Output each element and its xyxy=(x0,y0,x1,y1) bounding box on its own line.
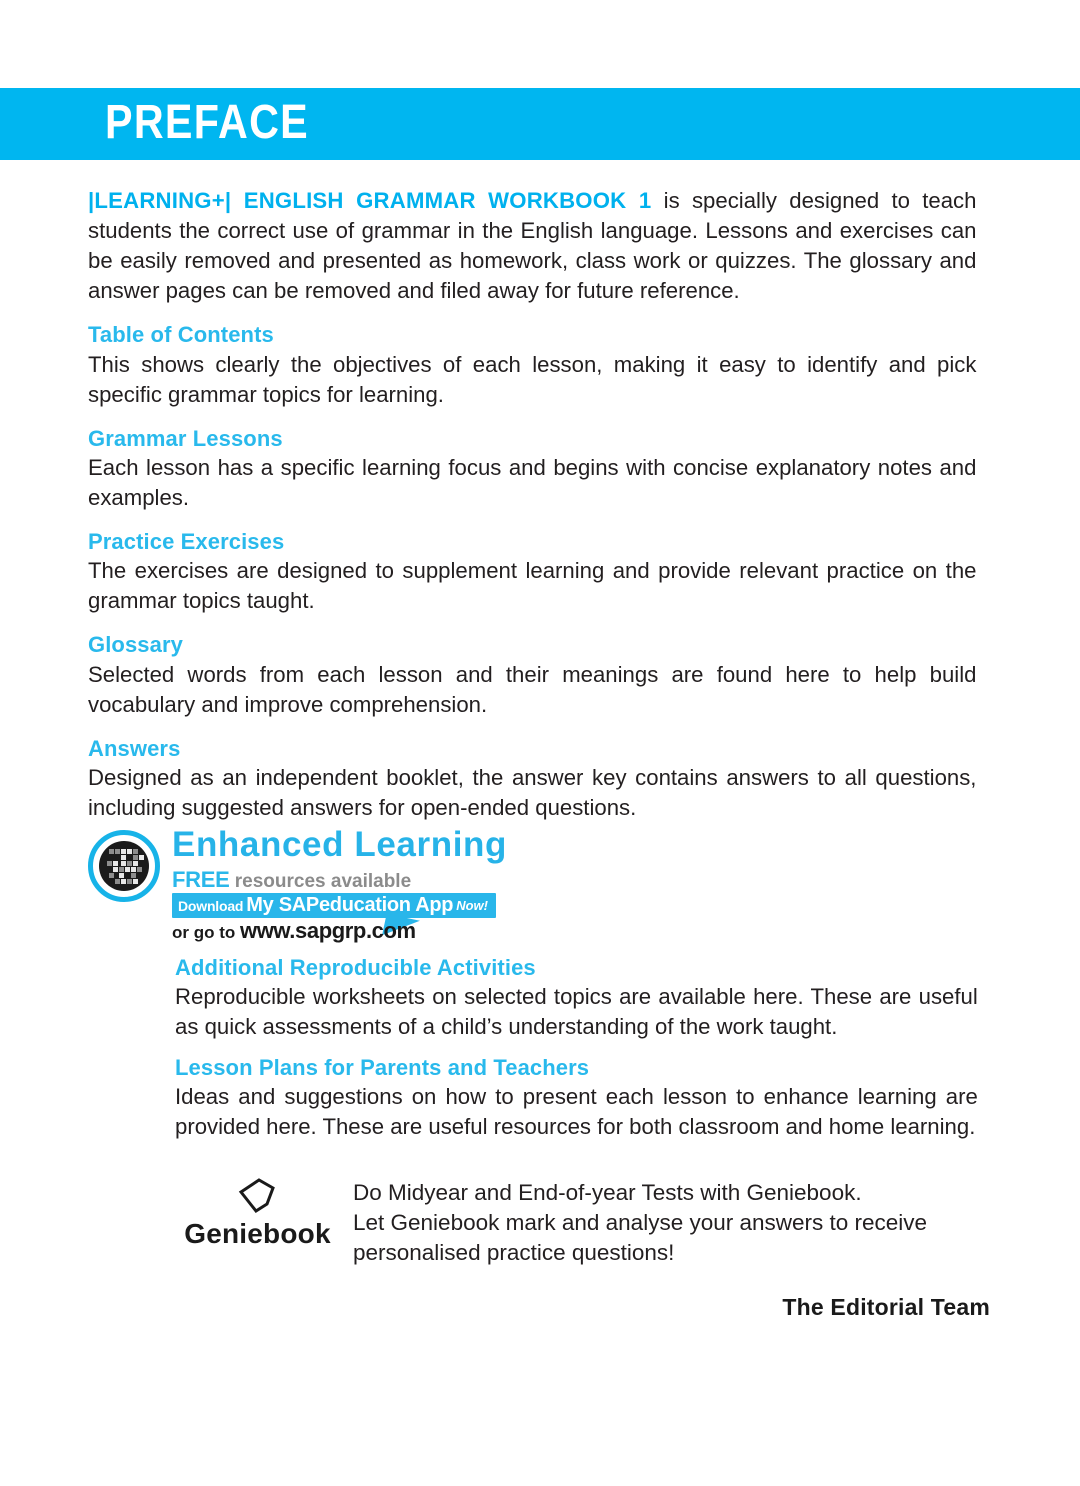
intro-paragraph xyxy=(88,186,976,306)
section-heading: Answers xyxy=(88,735,181,761)
section-heading: Lesson Plans for Parents and Teachers xyxy=(175,1055,590,1080)
section-body: Designed as an independent booklet, the answer key contains answers to all questions, including suggested answers for open-ended questions. xyxy=(88,765,977,821)
section-body: The exercises are designed to supplement learning and provide relevant practice on the grammar topics taught. xyxy=(88,558,977,614)
section-practice-exercises xyxy=(88,529,990,616)
section-additional-reproducible-activities xyxy=(175,955,990,1042)
geniebook-line-3: personalised practice questions! xyxy=(353,1240,675,1266)
section-body: Ideas and suggestions on how to present each lesson to enhance learning are provided here. These are useful resources for both classroom and home learning. xyxy=(175,1084,978,1140)
section-heading: Glossary xyxy=(88,632,183,658)
page-title: PREFACE xyxy=(105,96,310,150)
section-lesson-plans xyxy=(175,1055,990,1142)
goto-prefix: or go to xyxy=(172,923,240,942)
section-body: Selected words from each lesson and their meanings are found here to help build vocabulary and improve comprehension. xyxy=(88,661,977,717)
geniebook-line-1: Do Midyear and End-of-year Tests with Geniebook. xyxy=(353,1180,862,1205)
section-heading: Table of Contents xyxy=(88,322,274,348)
crossword-grid xyxy=(99,841,149,891)
enhanced-learning-title: Enhanced Learning xyxy=(172,825,507,864)
intro-text: is specially designed to teach students the correct use of grammar in the English language. Lessons and exercises can be easily removed and presented as homework, class work or quizzes. The glossary and answer pages can be removed and filed away for future reference. xyxy=(88,188,977,304)
geniebook-mark-icon xyxy=(237,1178,279,1216)
section-grammar-lessons xyxy=(88,426,990,513)
section-body: This shows clearly the objectives of each lesson, making it easy to identify and pick specific grammar topics for learning. xyxy=(88,351,977,407)
download-app-banner[interactable] xyxy=(172,893,496,918)
banner-app-label: My SAPeducation App xyxy=(246,894,454,916)
section-answers xyxy=(88,736,990,823)
section-heading: Grammar Lessons xyxy=(88,425,283,451)
banner-now-label: Now! xyxy=(456,898,488,913)
free-resources-line xyxy=(172,869,411,891)
geniebook-block xyxy=(175,1178,990,1270)
enhanced-learning-logo-block xyxy=(88,827,608,945)
free-rest: resources available xyxy=(234,871,412,892)
section-heading: Additional Reproducible Activities xyxy=(175,955,536,980)
geniebook-line-2: Let Geniebook mark and analyse your answers to receive xyxy=(353,1210,928,1236)
preface-header-banner xyxy=(0,88,1080,160)
book-title: |LEARNING+| ENGLISH GRAMMAR WORKBOOK 1 xyxy=(88,188,652,213)
free-word: FREE xyxy=(172,867,230,892)
section-glossary xyxy=(88,632,990,719)
website-url[interactable]: www.sapgrp.com xyxy=(239,918,416,943)
preface-content xyxy=(88,186,990,823)
section-table-of-contents xyxy=(88,322,990,409)
geniebook-logo xyxy=(175,1178,340,1248)
section-body: Reproducible worksheets on selected topics are available here. These are useful as quick assessments of a child’s understanding of the work taught. xyxy=(175,984,978,1040)
editorial-team-signature: The Editorial Team xyxy=(782,1294,990,1320)
banner-download-label: Download xyxy=(178,897,244,914)
website-line xyxy=(172,920,416,942)
geniebook-wordmark: Geniebook xyxy=(184,1218,331,1249)
crossword-circle-icon xyxy=(88,830,160,902)
section-body: Each lesson has a specific learning focus and begins with concise explanatory notes and examples. xyxy=(88,454,977,510)
geniebook-description xyxy=(353,1178,993,1268)
section-heading: Practice Exercises xyxy=(88,529,285,555)
